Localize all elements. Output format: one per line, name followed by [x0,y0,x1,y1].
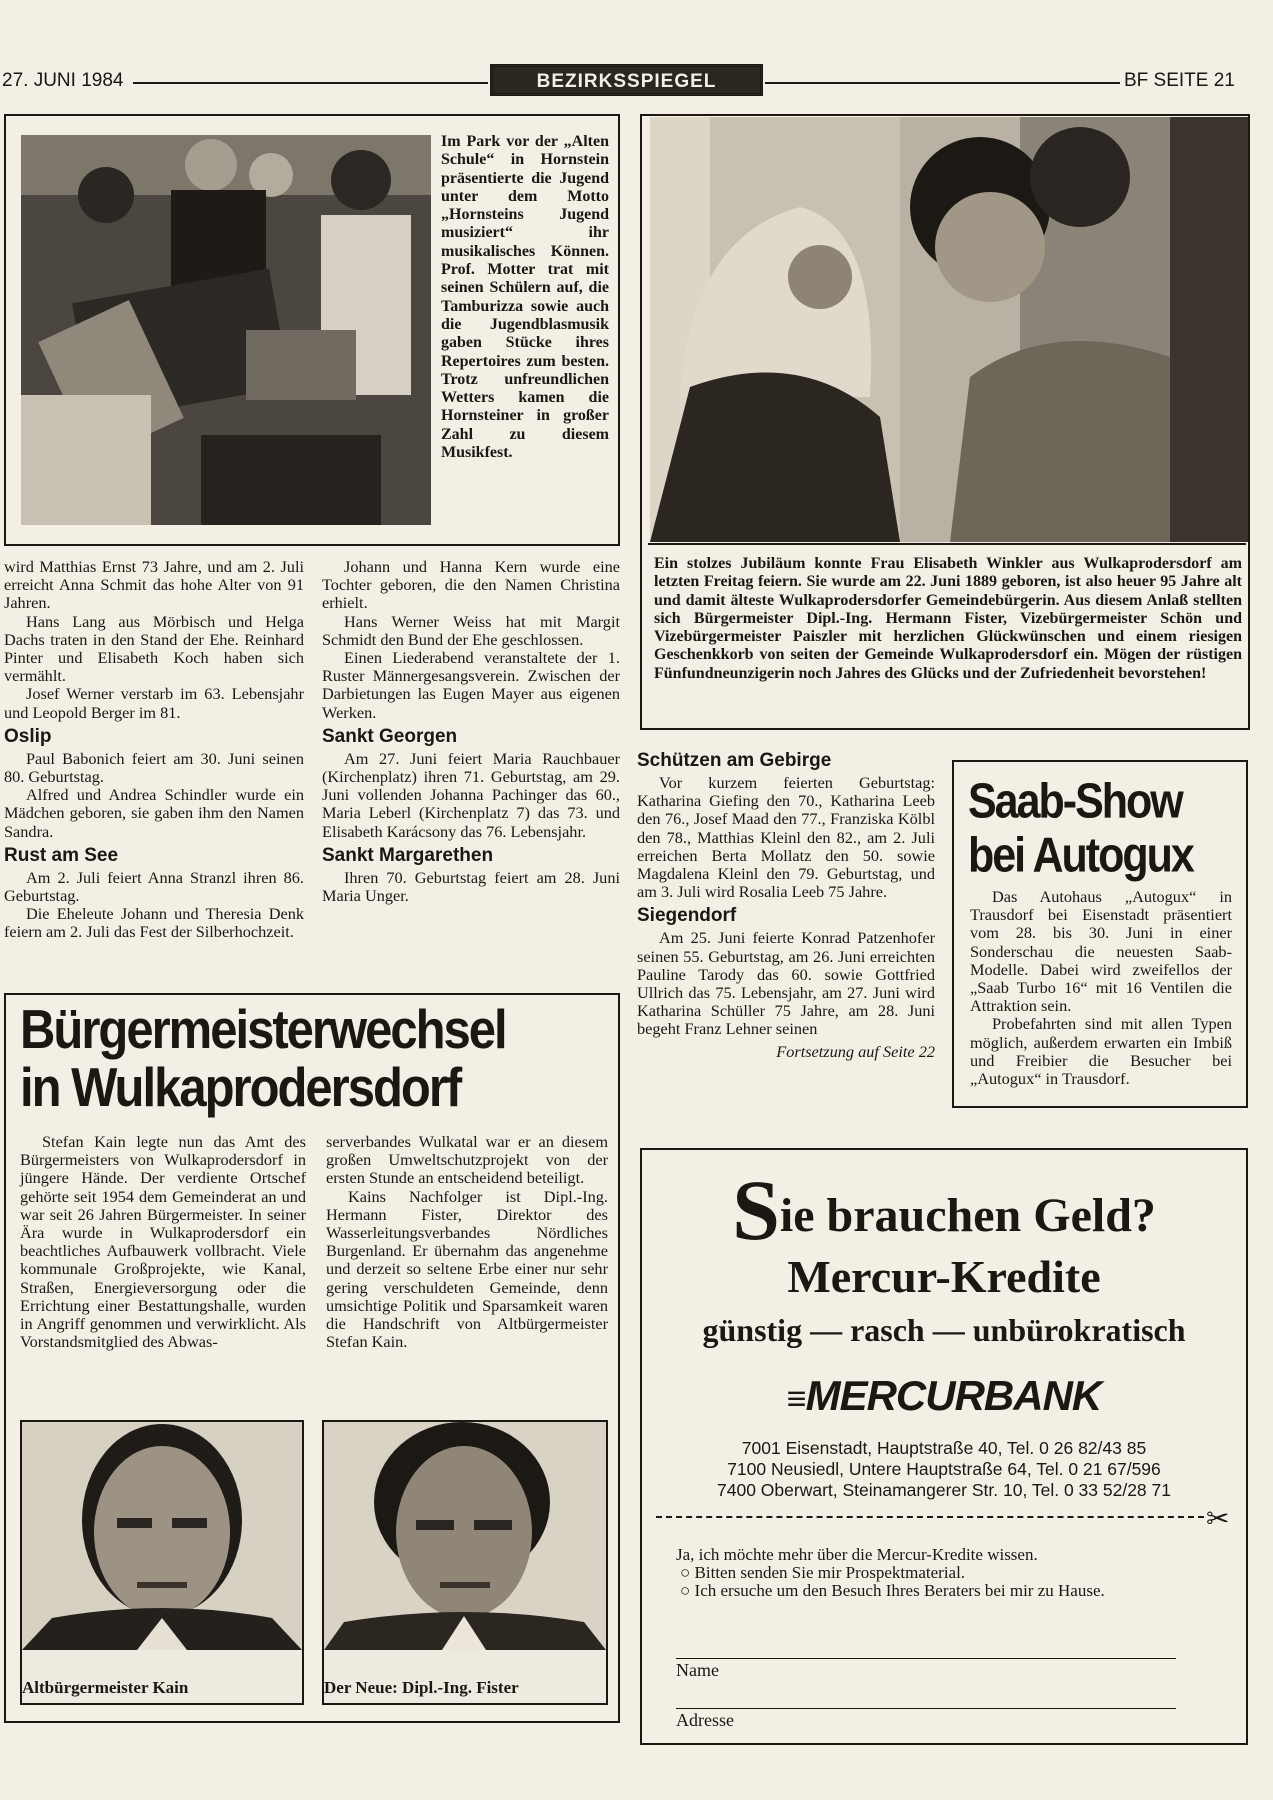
header-rule-left [133,82,488,84]
article-column-a [20,1133,306,1351]
music-photo-image [21,135,431,525]
ad-subheadline: Mercur-Kredite [787,1251,1101,1302]
name-field[interactable] [676,1708,1176,1709]
brand-name: MERCURBANK [805,1372,1102,1419]
article-paragraph: Stefan Kain legte nun das Amt des Bürgermeisters von Wulkaprodersdorf in jüngere Hände. Der verdiente Ortschef gehörte seit 1954 dem Gemeinderat an und war seit 26 Jahren Bürgermeister. In seiner Ära wurde in Wulkaprodersdorf ein beachtliches Aufbauwerk vollbracht. Viele kommunale Großprojekte, wie Kanal, Straßen, Energieversorgung oder die Errichtung einer Bestattungshalle, wurden in Angriff genommen und verwirklicht. Als Vorstandsmitglied des Abwas- [20,1132,306,1352]
portrait-fister-caption: Der Neue: Dipl.-Ing. Fister [324,1677,519,1697]
col2-paragraph: Johann und Hanna Kern wurde eine Tochter geboren, die den Namen Christina erhielt. [322,557,620,613]
photo2-divider [648,543,1246,545]
col3-paragraph: Vor kurzem feierten Geburtstag: Katharina Giefing den 70., Katharina Leeb den 76., Josef Maad den 77., Franziska Kölbl den 78., Matthias Kleinl den 82., am 2. Juli erreichen Berta Mollatz den 50. sowie Magdalena Kleinl den 79. Geburtstag, und am 3. Juli wird Rosalia Leeb 75 Jahre. [637,773,935,902]
column-2 [322,558,620,905]
col1-paragraph: Alfred und Andrea Schindler wurde ein Mädchen geboren, sie gaben ihm den Namen Sandra. [4,785,304,841]
saab-body [970,888,1232,1088]
header-page: BF SEITE 21 [1124,70,1235,91]
section-masthead: BEZIRKSSPIEGEL [490,64,763,96]
radio-icon[interactable]: ○ [680,1563,691,1583]
col1-paragraph: Paul Babonich feiert am 30. Juni seinen 80. Geburtstag. [4,748,304,787]
address-label: Adresse [676,1710,734,1730]
col1-paragraph: Die Eheleute Johann und Theresia Denk feiern am 2. Juli das Fest der Silberhochzeit. [4,904,304,942]
portrait-fister-image [324,1422,606,1650]
portrait-kain-image [22,1422,302,1650]
portrait-kain [20,1420,304,1705]
article-paragraph: Kains Nachfolger ist Dipl.-Ing. Hermann Fister, Direktor des Wasserleitungsverbandes Nördliches Burgenland. Er übernahm das angenehme und derzeit so seltene Erbe einer nur sehr gering verschuldeten Gemeinde, denn umsichtige Politik und Sparsamkeit waren die Handschrift von Altbürgermeister Stefan Kain. [326,1186,608,1352]
portrait-kain-caption: Altbürgermeister Kain [22,1677,189,1697]
scissors-icon: ✂ [1206,1504,1230,1535]
article-headline-1: Bürgermeisterwechsel [20,1000,506,1061]
article-column-b [326,1133,608,1351]
coupon-option-2-label: Ich ersuche um den Besuch Ihres Beraters bei mir zu Hause. [694,1581,1105,1601]
col1-paragraph: wird Matthias Ernst 73 Jahre, und am 2. Juli erreicht Anna Schmit das hohe Alter von 91 Jahren. [4,557,304,613]
col2-paragraph: Einen Liederabend veranstaltete der 1. Ruster Männergesangsverein. Zwischen der Darbietungen las Eugen Mayer aus eigenen Werken. [322,648,620,722]
col1-paragraph: Josef Werner verstarb im 63. Lebensjahr und Leopold Berger im 81. [4,684,304,722]
saab-title-2: bei Autogux [968,828,1193,884]
article-paragraph: serverbandes Wulkatal war er an diesem großen Umweltschutzprojekt von der ersten Stunde an entscheidend beteiligt. [326,1132,608,1188]
saab-title-1: Saab-Show [968,774,1182,830]
ad-brand [642,1372,1246,1420]
header-rule-right [765,82,1120,84]
coupon-line [676,1658,1176,1659]
column-3 [637,750,935,1061]
ad-address: 7400 Oberwart, Steinamangerer Str. 10, Tel. 0 33 52/28 71 [717,1480,1171,1500]
brand-logo-icon: ≡ [786,1380,806,1418]
saab-box [952,760,1248,1108]
col2-paragraph: Am 27. Juni feiert Maria Rauchbauer (Kirchenplatz) ihren 71. Geburtstag, am 29. Juni vollenden Johanna Pachinger das 60., Maria Leberl (Kirchenplatz 7) das 73. und Elisabeth Karácsony das 76. Lebensjahr. [322,748,620,841]
coupon-intro: Ja, ich möchte mehr über die Mercur-Kredite wissen. [676,1545,1038,1564]
subhead-oslip: Oslip [4,725,52,747]
radio-icon[interactable]: ○ [680,1581,691,1601]
subhead-siegendorf: Siegendorf [637,905,737,927]
article-headline-2: in Wulkaprodersdorf [20,1058,461,1119]
ad-headline [642,1162,1246,1258]
col1-paragraph: Am 2. Juli feiert Anna Stranzl ihren 86. Geburtstag. [4,867,304,906]
coupon-option-2[interactable] [676,1582,1216,1600]
col1-paragraph: Hans Lang aus Mörbisch und Helga Dachs traten in den Stand der Ehe. Reinhard Pinter und Elisabeth Koch haben sich vermählt. [4,611,304,686]
portrait-fister [322,1420,608,1705]
coupon-option-1-label: Bitten senden Sie mir Prospektmaterial. [694,1563,966,1583]
continued-note: Fortsetzung auf Seite 22 [776,1041,935,1061]
ad-address: 7100 Neusiedl, Untere Hauptstraße 64, Tel. 0 21 67/596 [727,1459,1161,1479]
ad-addresses [642,1438,1246,1501]
col2-paragraph: Ihren 70. Geburtstag feiert am 28. Juni Maria Unger. [322,867,620,906]
jubilee-photo [650,117,1248,542]
subhead-georgen: Sankt Georgen [322,725,458,747]
col2-paragraph: Hans Werner Weiss hat mit Margit Schmidt den Bund der Ehe geschlossen. [322,611,620,649]
coupon-form [676,1546,1216,1601]
mercur-ad [640,1148,1248,1745]
ad-address: 7001 Eisenstadt, Hauptstraße 40, Tel. 0 26 82/43 85 [741,1438,1147,1458]
ad-headline-rest: ie brauchen Geld? [779,1189,1156,1242]
ad-tagline: günstig — rasch — unbürokratisch [702,1312,1186,1348]
music-photo [21,135,431,525]
header-date: 27. JUNI 1984 [2,70,124,91]
jubilee-photo-image [650,117,1248,542]
column-1 [4,558,304,942]
subhead-schuetzen: Schützen am Gebirge [637,750,832,771]
saab-paragraph: Probefahrten sind mit allen Typen möglich, außerdem erwarten ein Imbiß und Freibier die Besucher bei „Autogux“ in Trausdorf. [970,1014,1232,1089]
subhead-rust: Rust am See [4,844,119,866]
photo1-caption: Im Park vor der „Alten Schule“ in Hornstein präsentierte die Jugend unter dem Motto „Hornsteins Jugend musiziert“ ihr musikalisches Können. Prof. Motter trat mit seinen Schülern auf, die Tamburizza sowie auch die Jugendblasmusik gaben Stücke ihres Repertoires zum besten. Trotz unfreundlichen Wetters kamen die Hornsteiner in großer Zahl zu diesem Musikfest. [441,133,609,462]
ad-dropcap: S [732,1162,780,1258]
subhead-margarethen: Sankt Margarethen [322,844,494,866]
coupon-cut-line [656,1516,1204,1518]
name-label: Name [676,1660,719,1680]
saab-paragraph: Das Autohaus „Autogux“ in Trausdorf bei Eisenstadt präsentiert vom 28. bis 30. Juni in einer Sonderschau die neuesten Saab-Modelle. Dabei wird zweifellos der „Saab Turbo 16“ mit 16 Ventilen die Attraktion sein. [970,887,1232,1016]
photo2-caption: Ein stolzes Jubiläum konnte Frau Elisabeth Winkler aus Wulkaprodersdorf am letzten Freitag feiern. Sie wurde am 22. Juni 1889 geboren, ist also heuer 95 Jahre alt und damit älteste Wulkaprodersdorfer Gemeindebürgerin. Aus diesem Anlaß stellten sich Bürgermeister Dipl.-Ing. Hermann Fister, Vizebürgermeister Schön und Vizebürgermeister Paiszler mit herzlichen Glückwünschen und einem riesigen Geschenkkorb von seiten der Gemeinde Wulkaprodersdorf ein. Mögen der rüstigen Fünfundneunzigerin noch Jahres des Glücks und der Zufriedenheit bevorstehen! [654,555,1242,682]
coupon-option-1[interactable] [676,1564,1216,1582]
col3-paragraph: Am 25. Juni feierte Konrad Patzenhofer seinen 55. Geburtstag, am 26. Juni erreichten Pauline Tarody das 60. sowie Gottfried Ullrich das 75. Lebensjahr, am 27. Juni wird Katharina Schüller 75 Jahre, am 28. Juni begeht Franz Lehner seinen [637,928,935,1039]
